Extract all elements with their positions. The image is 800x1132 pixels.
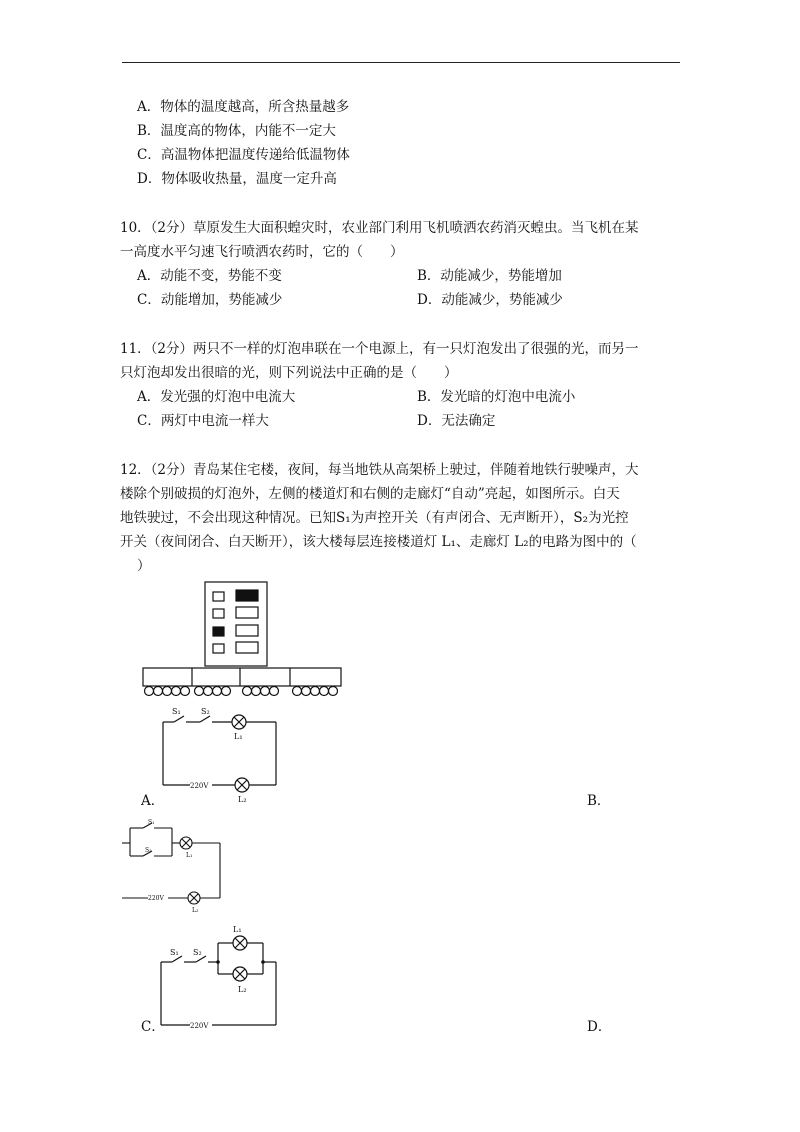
stairway-light-2 (213, 609, 224, 618)
circuit-c-s2-label: S₂ (193, 948, 202, 957)
q10-option-a[interactable]: A．动能不变，势能不变 (137, 268, 282, 284)
switch-s2-blade (200, 716, 210, 722)
q12-choice-b-label[interactable]: B． (587, 793, 611, 809)
q11-option-d[interactable]: D．无法确定 (417, 413, 496, 429)
circuit-b-voltage-label: 220V (148, 895, 164, 902)
circuit-b[interactable] (122, 823, 220, 904)
q12-stem-line5: ） (137, 558, 151, 574)
stairway-light-3 (213, 627, 224, 636)
circuit-a[interactable] (163, 715, 276, 792)
q11-stem-line1: 11．（2分）两只不一样的灯泡串联在一个电源上，有一只灯泡发出了很强的光，而另一 (120, 341, 639, 357)
train-wheels (145, 687, 338, 696)
lamp-b2-icon (188, 892, 200, 904)
q9-option-a[interactable]: A．物体的温度越高，所含热量越多 (137, 99, 350, 115)
q12-choice-a-label[interactable]: A． (141, 793, 165, 809)
circuit-b-s2-label: S₂ (145, 847, 152, 854)
q12-stem-line1: 12．（2分）青岛某住宅楼，夜间，每当地铁从高架桥上驶过，伴随着地铁行驶噪声，大 (120, 462, 639, 478)
q9-option-d[interactable]: D．物体吸收热量，温度一定升高 (137, 171, 337, 187)
q11-stem-line2: 只灯泡却发出很暗的光，则下列说法中正确的是（ ） (120, 365, 458, 381)
q12-stem-line4: 开关（夜间闭合、白天断开），该大楼每层连接楼道灯 L₁、走廊灯 L₂的电路为图中的（ (120, 534, 637, 550)
q10-stem-line1: 10．（2分）草原发生大面积蝗灾时，农业部门利用飞机喷洒农药消灭蝗虫。当飞机在某 (120, 220, 639, 236)
circuit-b-s1-label: S₁ (148, 819, 155, 826)
q11-option-b[interactable]: B．发光暗的灯泡中电流小 (417, 389, 576, 405)
circuit-a-l1-label: L₁ (234, 732, 243, 741)
q12-stem-line2: 楼除个别破损的灯泡外，左侧的楼道灯和右侧的走廊灯“自动”亮起，如图所示。白天 (120, 486, 620, 502)
circuit-c-l2-label: L₂ (238, 985, 247, 994)
stairway-light-1 (213, 592, 224, 601)
circuit-b-l1-label: L₁ (186, 852, 193, 859)
q10-option-d[interactable]: D．动能减少，势能减少 (417, 292, 563, 308)
q11-option-c[interactable]: C．两灯中电流一样大 (137, 413, 269, 429)
lamp-b1-icon (180, 837, 192, 849)
corridor-light-1 (236, 590, 258, 601)
q10-stem-line2: 一高度水平匀速飞行喷洒农药时，它的（ ） (120, 244, 404, 260)
circuit-a-voltage-label: 220V (190, 782, 209, 790)
building-illustration (143, 582, 341, 696)
circuit-c-voltage-label: 220V (190, 1022, 209, 1030)
circuit-c-l1-label: L₁ (233, 925, 242, 934)
circuit-a-s2-label: S₂ (201, 707, 210, 716)
q11-option-a[interactable]: A．发光强的灯泡中电流大 (137, 389, 296, 405)
circuit-c-s1-label: S₁ (170, 948, 179, 957)
q9-option-c[interactable]: C．高温物体把温度传递给低温物体 (137, 147, 350, 163)
q10-option-b[interactable]: B．动能减少，势能增加 (417, 268, 562, 284)
corridor-light-2 (236, 607, 258, 618)
elevated-track (143, 668, 341, 686)
q12-choice-c-label[interactable]: C． (141, 1019, 165, 1035)
corridor-light-4 (236, 642, 258, 653)
lamp-c2-icon (233, 967, 247, 981)
q9-option-b[interactable]: B．温度高的物体，内能不一定大 (137, 123, 336, 139)
switch-s1-blade (174, 716, 184, 722)
corridor-light-3 (236, 625, 258, 636)
q12-choice-d-label[interactable]: D． (587, 1019, 612, 1035)
q10-option-c[interactable]: C．动能增加，势能减少 (137, 292, 283, 308)
circuit-a-s1-label: S₁ (172, 707, 181, 716)
q12-stem-line3: 地铁驶过，不会出现这种情况。已知S₁为声控开关（有声闭合、无声断开），S₂为光控 (120, 510, 629, 526)
lamp-c1-icon (233, 936, 247, 950)
circuit-b-l2-label: L₂ (192, 907, 199, 914)
lamp-l1-icon (232, 715, 246, 729)
stairway-light-4 (213, 644, 224, 653)
lamp-l2-icon (235, 778, 249, 792)
circuit-a-l2-label: L₂ (238, 795, 247, 804)
